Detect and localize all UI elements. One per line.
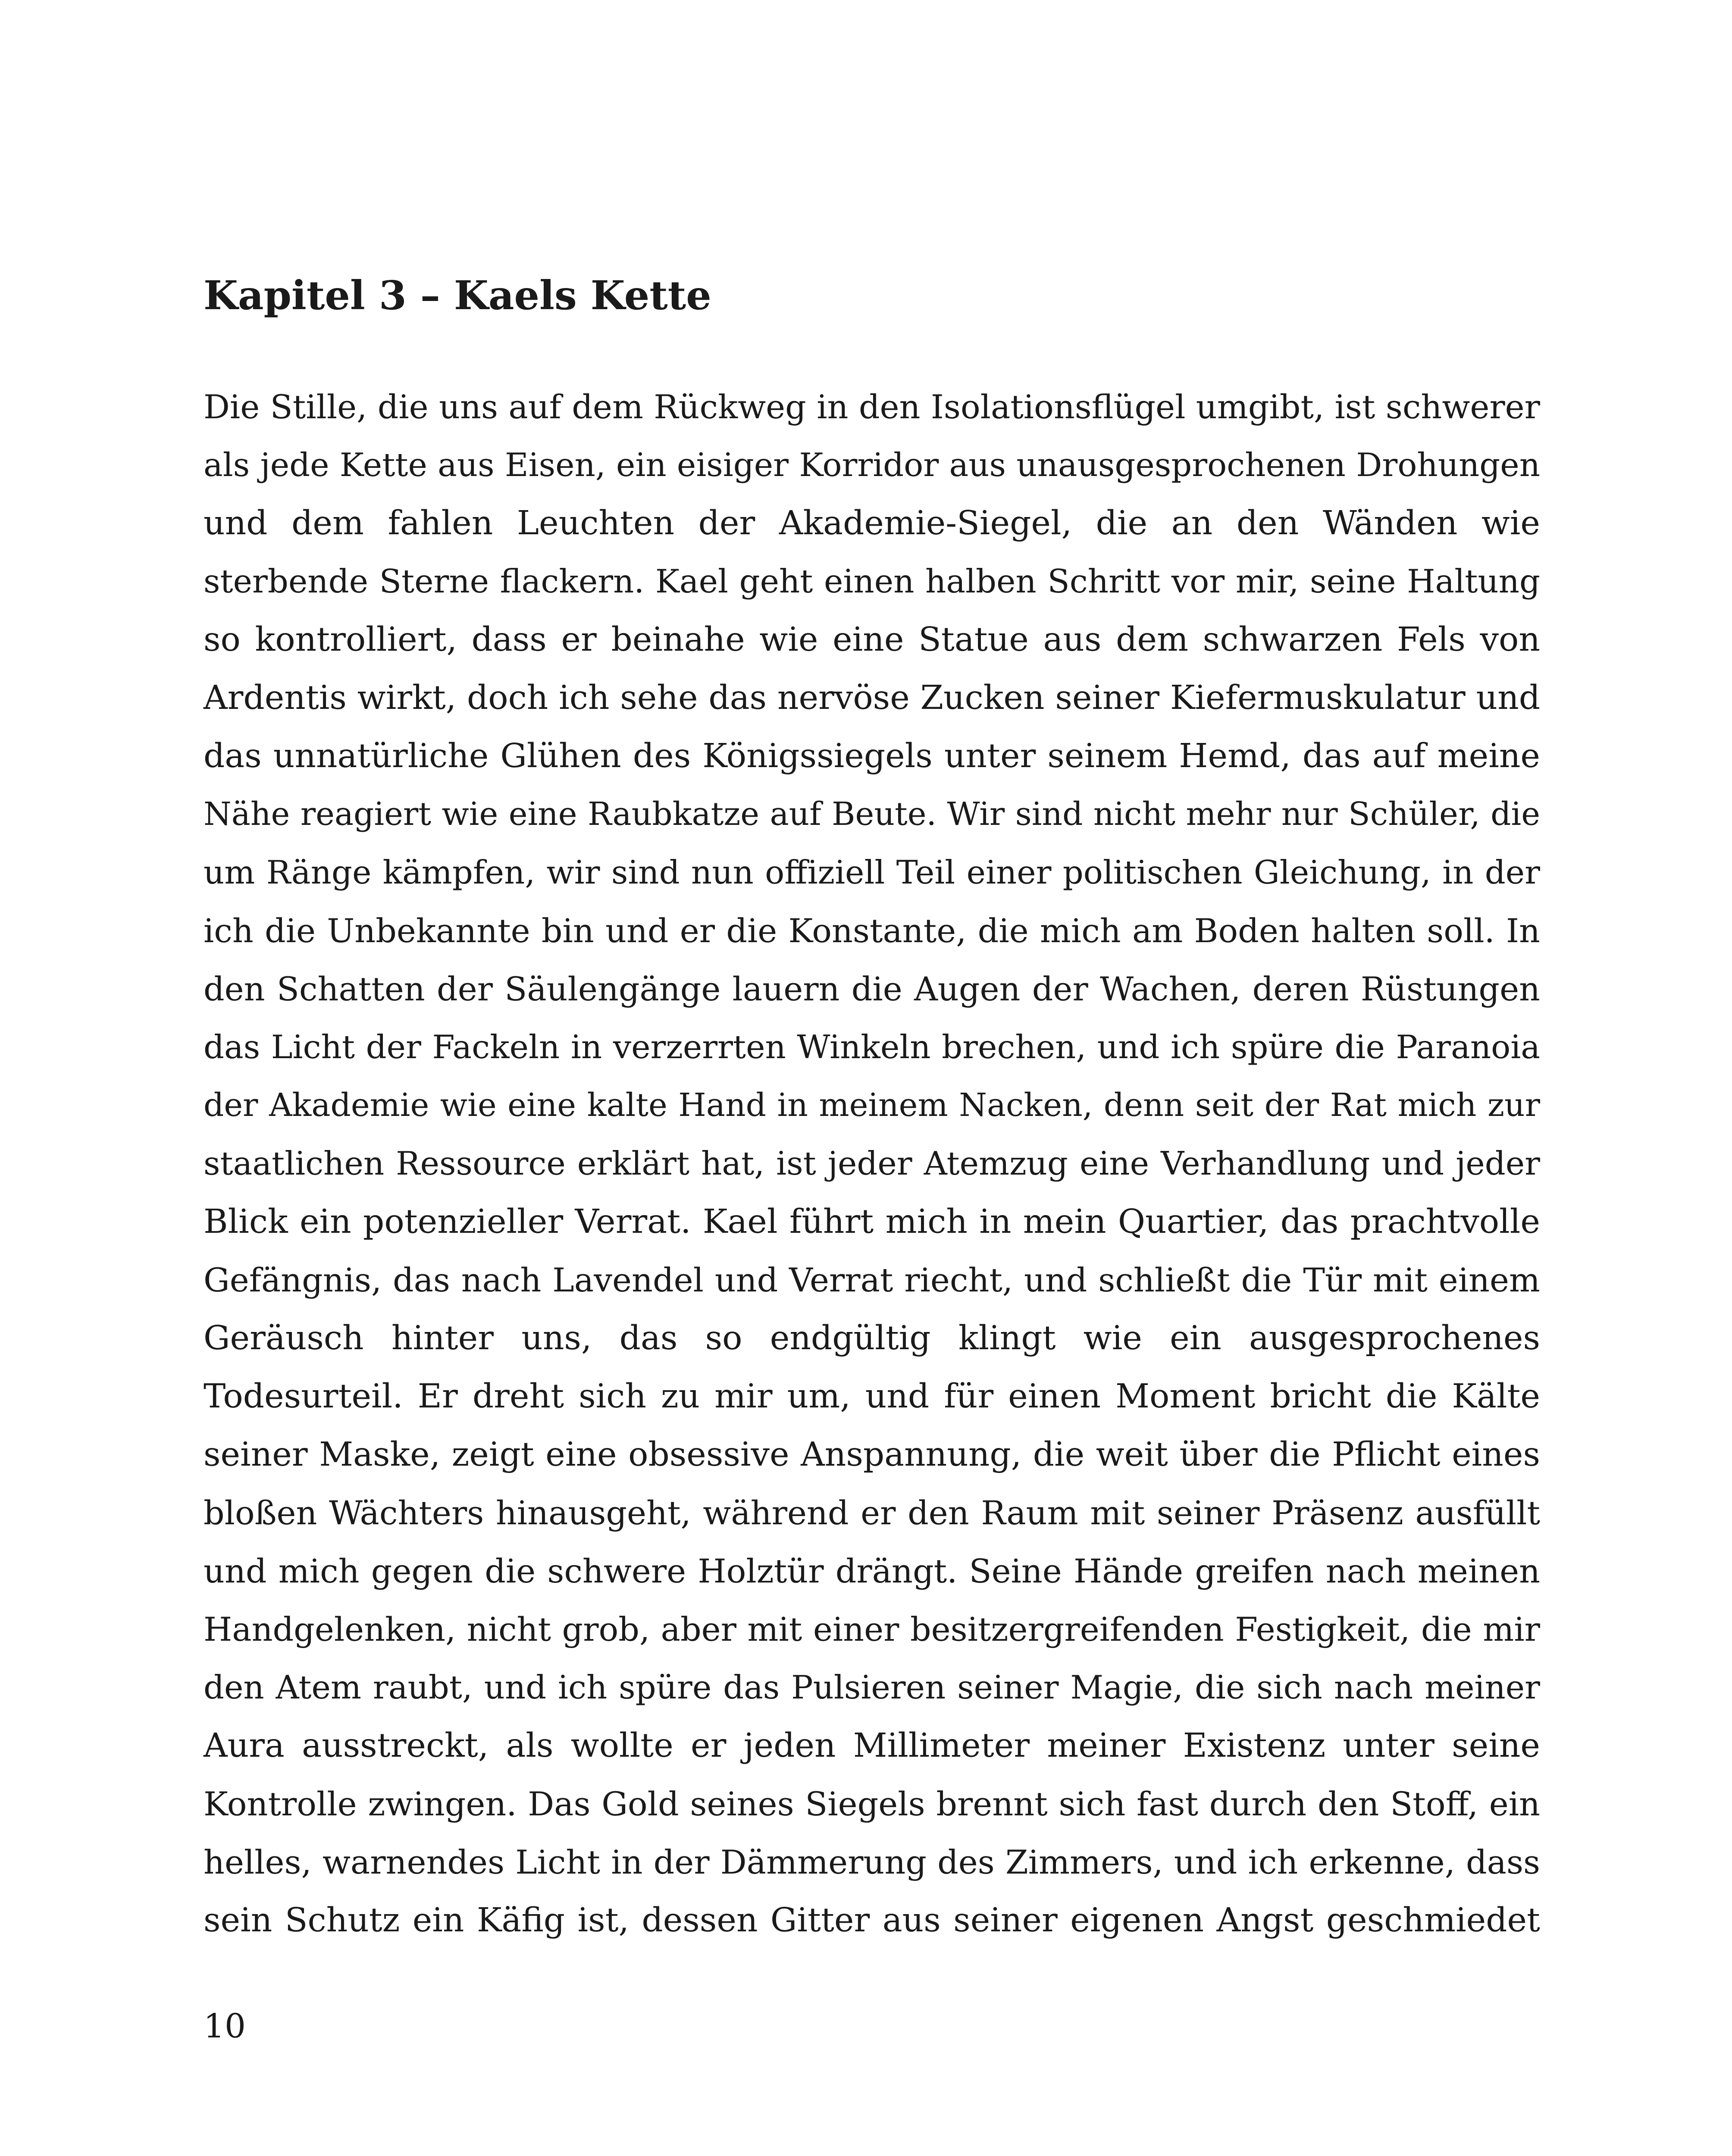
text-line: und mich gegen die schwere Holztür drängt. Seine Hände greifen nach meinen: [204, 1552, 1540, 1590]
text-line: Gefängnis, das nach Lavendel und Verrat riecht, und schließt die Tür mit einem: [204, 1261, 1540, 1299]
text-line: Blick ein potenzieller Verrat. Kael führt mich in mein Quartier, das prachtvolle: [204, 1203, 1540, 1241]
text-line: helles, warnendes Licht in der Dämmerung des Zimmers, und ich erkenne, dass: [204, 1843, 1540, 1881]
text-line: staatlichen Ressource erklärt hat, ist jeder Atemzug eine Verhandlung und jeder: [204, 1144, 1540, 1182]
text-line: als jede Kette aus Eisen, ein eisiger Korridor aus unausgesprochenen Drohungen: [204, 446, 1540, 484]
text-line: das Licht der Fackeln in verzerrten Winkeln brechen, und ich spüre die Paranoia: [204, 1028, 1540, 1066]
text-line: Ardentis wirkt, doch ich sehe das nervöse Zucken seiner Kiefermuskulatur und: [204, 679, 1540, 717]
text-line: Geräusch hinter uns, das so endgültig klingt wie ein ausgesprochenes: [204, 1319, 1540, 1357]
text-line: den Atem raubt, und ich spüre das Pulsieren seiner Magie, die sich nach meiner: [204, 1668, 1540, 1706]
text-line: bloßen Wächters hinausgeht, während er den Raum mit seiner Präsenz ausfüllt: [204, 1494, 1540, 1532]
text-line: so kontrolliert, dass er beinahe wie eine Statue aus dem schwarzen Fels von: [204, 620, 1540, 659]
text-line: den Schatten der Säulengänge lauern die Augen der Wachen, deren Rüstungen: [204, 970, 1540, 1008]
text-line: Kontrolle zwingen. Das Gold seines Siegels brennt sich fast durch den Stoff, ein: [204, 1785, 1540, 1823]
text-line: Nähe reagiert wie eine Raubkatze auf Beute. Wir sind nicht mehr nur Schüler, die: [204, 796, 1540, 833]
chapter-title: Kapitel 3 – Kaels Kette: [204, 272, 711, 319]
text-line: Die Stille, die uns auf dem Rückweg in den Isolationsflügel umgibt, ist schwerer: [204, 388, 1540, 426]
body-paragraph: [204, 378, 1540, 1949]
text-line: und dem fahlen Leuchten der Akademie-Siegel, die an den Wänden wie: [204, 504, 1540, 542]
text-line: um Ränge kämpfen, wir sind nun offiziell Teil einer politischen Gleichung, in der: [204, 853, 1540, 891]
text-line: seiner Maske, zeigt eine obsessive Anspannung, die weit über die Pflicht eines: [204, 1435, 1540, 1474]
text-line: Aura ausstreckt, als wollte er jeden Millimeter meiner Existenz unter seine: [204, 1727, 1540, 1765]
text-line: ich die Unbekannte bin und er die Konstante, die mich am Boden halten soll. In: [204, 912, 1540, 950]
text-line: sein Schutz ein Käfig ist, dessen Gitter aus seiner eigenen Angst geschmiedet: [204, 1901, 1540, 1940]
text-line: Handgelenken, nicht grob, aber mit einer besitzergreifenden Festigkeit, die mir: [204, 1610, 1540, 1648]
page-number: 10: [204, 2007, 246, 2046]
text-line: der Akademie wie eine kalte Hand in meinem Nacken, denn seit der Rat mich zur: [204, 1087, 1540, 1124]
text-line: sterbende Sterne flackern. Kael geht einen halben Schritt vor mir, seine Haltung: [204, 562, 1540, 600]
text-line: das unnatürliche Glühen des Königssiegels unter seinem Hemd, das auf meine: [204, 737, 1540, 775]
text-line: Todesurteil. Er dreht sich zu mir um, und für einen Moment bricht die Kälte: [204, 1377, 1540, 1416]
